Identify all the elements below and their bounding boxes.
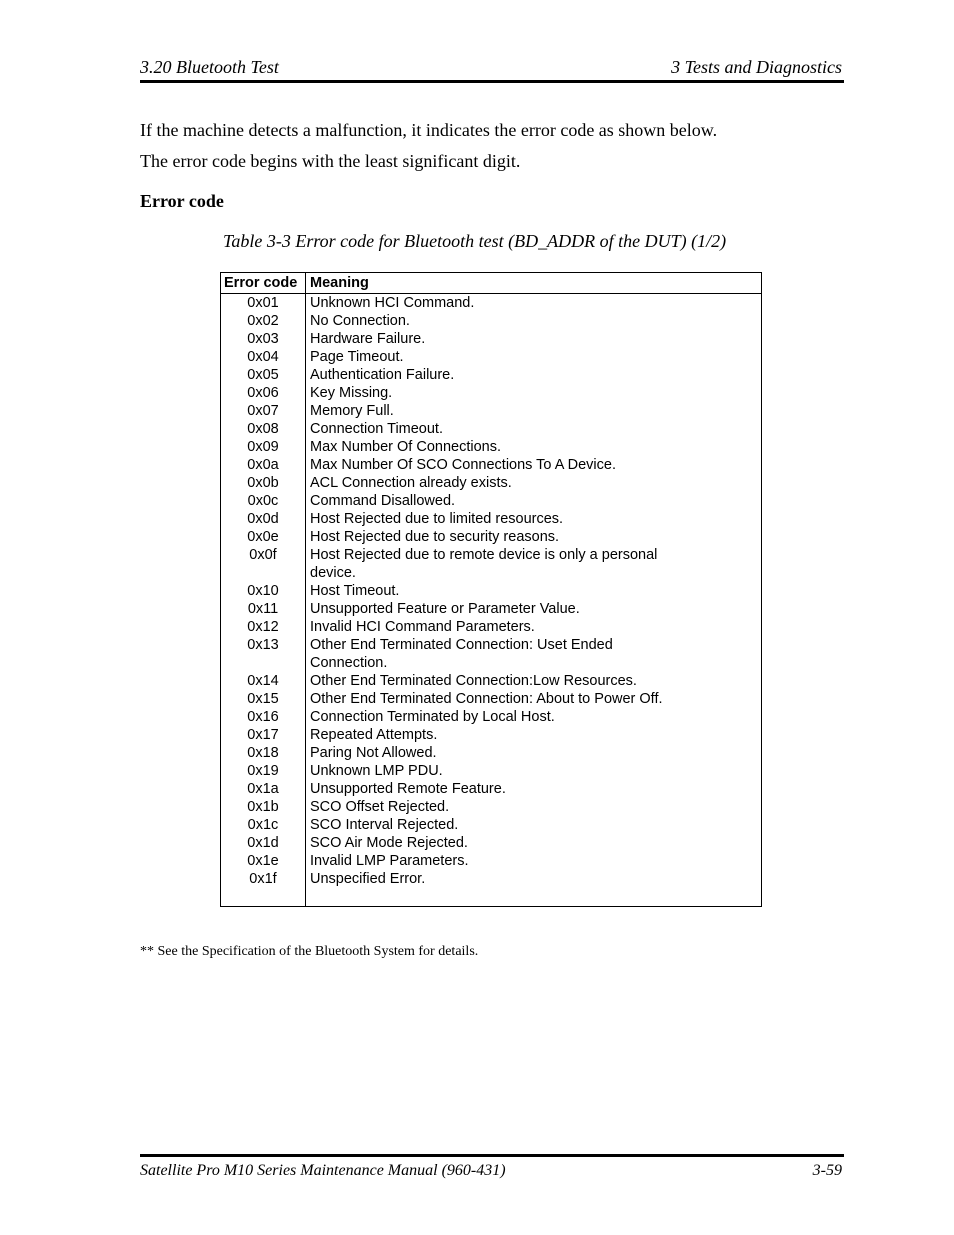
error-code-cell: 0x19 [247,763,279,779]
table-row [221,330,761,348]
digit-order-paragraph: The error code begins with the least significant digit. [140,151,521,171]
error-code-cell: 0x13 [247,637,279,653]
meaning-cell: Host Rejected due to security reasons. [310,529,560,545]
footnote: ** See the Specification of the Bluetooth System for details. [140,944,479,959]
meaning-cell: Max Number Of SCO Connections To A Device. [310,457,616,473]
table-row [221,348,761,366]
meaning-cell: Command Disallowed. [310,493,456,509]
table-row [221,402,761,420]
error-code-cell: 0x11 [247,601,279,617]
error-code-cell: 0x0b [247,475,279,491]
table-row [221,456,761,474]
table-row [221,780,761,798]
page-header [140,56,844,83]
error-code-cell: 0x1c [247,817,279,833]
table-header [221,273,761,294]
table-row [221,312,761,330]
manual-title: Satellite Pro M10 Series Maintenance Manual (960-431) [140,1162,506,1179]
meaning-cell: Unsupported Remote Feature. [310,781,506,797]
error-code-cell: 0x02 [247,313,279,329]
meaning-cell: Other End Terminated Connection:Low Resources. [310,673,637,689]
table-row [221,870,761,888]
table-row [221,708,761,726]
table-row [221,726,761,744]
error-code-cell: 0x1e [247,853,279,869]
table-row [221,546,761,582]
table-row [221,672,761,690]
table-row [221,852,761,870]
error-code-cell: 0x01 [247,295,279,311]
table-row [221,618,761,636]
error-code-cell: 0x15 [247,691,279,707]
error-code-cell: 0x10 [247,583,279,599]
meaning-cell: Hardware Failure. [310,331,426,347]
table-row [221,438,761,456]
table-row [221,492,761,510]
table-row [221,600,761,618]
meaning-cell: No Connection. [310,313,410,329]
error-code-cell: 0x08 [247,421,279,437]
table-row [221,762,761,780]
intro-paragraph: If the machine detects a malfunction, it indicates the error code as shown below. [140,120,718,140]
meaning-cell: ACL Connection already exists. [310,475,512,491]
table-row [221,384,761,402]
error-code-table [220,272,762,907]
meaning-cell: Page Timeout. [310,349,404,365]
meaning-cell: SCO Air Mode Rejected. [310,835,468,851]
meaning-cell: Host Rejected due to limited resources. [310,511,564,527]
error-code-cell: 0x12 [247,619,279,635]
page-footer [140,1154,844,1179]
meaning-cell: Unspecified Error. [310,871,426,887]
column-header-meaning: Meaning [310,275,369,291]
error-code-cell: 0x03 [247,331,279,347]
error-code-cell: 0x0d [247,511,279,527]
meaning-cell: Other End Terminated Connection: About to Power Off. [310,691,663,707]
meaning-cell: Repeated Attempts. [310,727,438,743]
table-row [221,690,761,708]
meaning-cell: SCO Offset Rejected. [310,799,450,815]
section-heading: Error code [140,191,224,211]
chapter-title: 3 Tests and Diagnostics [671,57,842,77]
meaning-cell: Unsupported Feature or Parameter Value. [310,601,580,617]
meaning-cell: Connection Terminated by Local Host. [310,709,555,725]
table-row [221,834,761,852]
error-code-cell: 0x1b [247,799,279,815]
table-row [221,816,761,834]
error-code-cell: 0x16 [247,709,279,725]
meaning-cell: Key Missing. [310,385,393,401]
error-code-cell: 0x0e [247,529,279,545]
table-row [221,510,761,528]
meaning-cell: Invalid HCI Command Parameters. [310,619,535,635]
error-code-cell: 0x1a [247,781,279,797]
error-code-cell: 0x0a [247,457,279,473]
table-row [221,582,761,600]
table-row [221,366,761,384]
table-row [221,744,761,762]
meaning-cell: Host Rejected due to remote device is only a personal device. [310,547,658,581]
error-code-cell: 0x1f [249,871,277,887]
column-header-error-code: Error code [224,275,298,291]
section-title: 3.20 Bluetooth Test [140,57,279,77]
table-row [221,474,761,492]
error-code-cell: 0x17 [247,727,279,743]
error-code-cell: 0x07 [247,403,279,419]
error-code-cell: 0x1d [247,835,279,851]
table-row [221,528,761,546]
table-row [221,636,761,672]
meaning-cell: Max Number Of Connections. [310,439,501,455]
meaning-cell: Unknown LMP PDU. [310,763,443,779]
error-code-cell: 0x18 [247,745,279,761]
meaning-cell: Authentication Failure. [310,367,455,383]
error-code-cell: 0x09 [247,439,279,455]
page-number: 3-59 [812,1162,842,1179]
meaning-cell: Host Timeout. [310,583,400,599]
table-body [221,294,761,888]
error-code-cell: 0x0f [249,547,277,563]
table-row [221,294,761,312]
table-caption: Table 3-3 Error code for Bluetooth test (BD_ADDR of the DUT) (1/2) [223,231,727,251]
meaning-cell: Other End Terminated Connection: Uset Ended Connection. [310,637,613,671]
meaning-cell: SCO Interval Rejected. [310,817,459,833]
error-code-cell: 0x05 [247,367,279,383]
error-code-cell: 0x14 [247,673,279,689]
error-code-cell: 0x0c [247,493,279,509]
table-row [221,798,761,816]
meaning-cell: Invalid LMP Parameters. [310,853,469,869]
meaning-cell: Unknown HCI Command. [310,295,475,311]
meaning-cell: Paring Not Allowed. [310,745,437,761]
meaning-cell: Connection Timeout. [310,421,443,437]
error-code-cell: 0x04 [247,349,279,365]
meaning-cell: Memory Full. [310,403,394,419]
error-code-cell: 0x06 [247,385,279,401]
table-row [221,420,761,438]
